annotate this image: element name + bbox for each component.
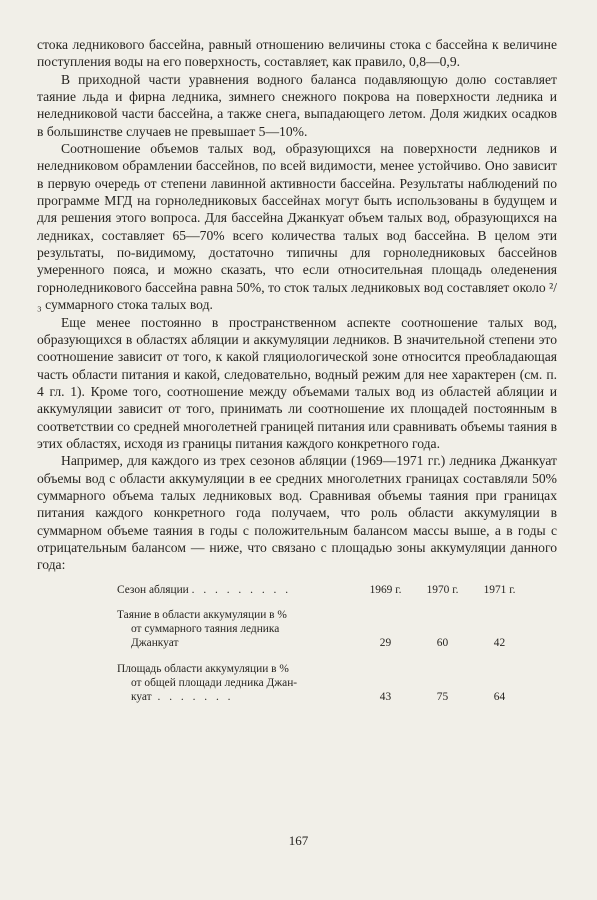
table-row-label: Таяние в области аккумуляции в % от суммарного таяния ледника Джанкуат (117, 608, 287, 649)
page-number: 167 (288, 833, 309, 848)
leader-dots: . . . . . . . (151, 690, 234, 703)
table-row-label: Площадь области аккумуляции в % от общей площади ледника Джан- куат . . . . . . . (117, 662, 298, 703)
paragraph-2: В приходной части уравнения водного баланса подавляющую долю составляет таяние льда и фирна ледника, зимнего снежного покрова на поверхности ледника и неледниковой части бассейна, а также снега, выпадающего летом. Доля жидких осадков в большинстве случаев не превышает 5—10%. (37, 71, 557, 139)
table-year-2: 1970 г. (426, 583, 459, 596)
table-row (117, 608, 528, 662)
table-row (117, 662, 528, 710)
paragraph-1: стока ледникового бассейна, равный отношению величины стока с бассейна к величине поступления воды на его поверхность, составляет, как правило, 0,8—0,9. (37, 37, 557, 70)
table-year-3: 1971 г. (483, 583, 516, 596)
table-year-1: 1969 г. (369, 583, 402, 596)
table-cell: 42 (493, 636, 506, 649)
paragraph-5: Например, для каждого из трех сезонов абляции (1969—1971 гг.) ледника Джанкуат объемы вод с области аккумуляции в ее средних многолетних границах составляли 50% суммарного объема талых ледниковых вод. Сравнивая объемы таяния при границах питания каждого конкретного года получаем, что роль области аккумуляции в суммарном объеме таяния в годы с положительным балансом массы выше, а в годы с отрицательным балансом — ниже, что связано с площадью зоны аккумуляции данного года: (37, 453, 557, 573)
table-cell: 60 (436, 636, 449, 649)
table-cell: 29 (379, 636, 392, 649)
paragraph-3: Соотношение объемов талых вод, образующихся на поверхности ледников и неледниковом обрамлении бассейнов, по всей видимости, менее устойчиво. Оно зависит в первую очередь от степени лавинной активности бассейна. Результаты наблюдений по программе МГД на горноледниковых бассейнах могут быть использованы в будущем и для решения этого вопроса. Для бассейна Джанкуат объем талых вод, образующихся на ледниках, составляет 65—70% всего количества талых вод бассейна. В целом эти результаты, по-видимому, достаточно типичны для горноледниковых бассейнов умеренного пояса, и можно сказать, что если относительная площадь оледенения горноледникового бассейна равна 50%, то сток талых ледниковых вод составляет около ²/₃ суммарного стока талых вод. (37, 141, 557, 313)
table-cell: 43 (379, 690, 392, 703)
ablation-table (117, 583, 528, 710)
paragraph-4: Еще менее постоянно в пространственном аспекте соотношение талых вод, образующихся в областях абляции и аккумуляции ледников. В значительной степени это соотношение зависит от того, к какой гляциологической зоне относится преобладающая часть области питания и какой, следовательно, водный режим для нее характерен (см. п. 4 гл. 1). Кроме того, соотношение между объемами талых вод из областей абляции и аккумуляции зависит от того, принимать ли соотношение их площадей постоянным в соответствии со средней многолетней границей питания или сравнивать объемы таяния в этих областях, исходя из границы питания каждого конкретного года. (37, 314, 557, 451)
table-header-row (117, 583, 528, 608)
leader-dots: . . . . . . . . . (191, 583, 292, 596)
table-cell: 75 (436, 690, 449, 703)
table-header-label: Сезон абляции . . . . . . . . . (117, 583, 292, 596)
table-cell: 64 (493, 690, 506, 703)
